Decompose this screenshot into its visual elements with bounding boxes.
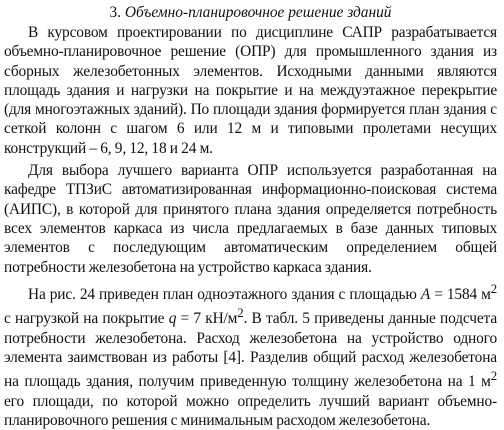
paragraph-1: В курсовом проектировании по дисциплине САПР разрабатывается объемно-планировочное решение (ОПР) для промышленного здания из сборных железобетонных элементов. Исходными данными являются площадь здания и нагрузки на покрытие и на междуэтажное перекрытие (для многоэтажных зданий). По площади здания формируется план здания с сеткой колонн с шагом 6 или 12 м и типовыми пролетами несущих конструкций – 6, 9, 12, 18 и 24 м. xyxy=(4,24,497,157)
unit-exponent: 2 xyxy=(490,369,497,384)
area-exponent: 2 xyxy=(490,281,497,296)
area-variable: A xyxy=(420,285,431,303)
paragraph-3-text-part4: его площади, по которой можно определить лучший вариант объемно-планировочного решения с минимальным расходом железобетона. xyxy=(4,392,497,430)
paragraph-3 xyxy=(4,280,497,430)
load-value: = 7 кН/м xyxy=(176,310,238,328)
section-heading xyxy=(4,3,497,23)
paragraph-3-text-part1: На рис. 24 приведен план одноэтажного здания с площадью xyxy=(28,285,421,303)
load-exponent: 2 xyxy=(237,306,244,321)
document-page xyxy=(4,3,497,430)
area-value: = 1584 м xyxy=(430,285,491,303)
paragraph-3-text-part3: . В табл. 5 приведены данные подсчета потребности железобетона. Расход железобетона на устройство одного элемента заимствован из работы [4]. Разделив общий расход железобетона на площадь здания, получим приведенную толщину железобетона на 1 м xyxy=(4,310,498,391)
paragraph-2: Для выбора лучшего варианта ОПР используется разработанная на кафедре ТПЗиС автоматизированная информационно-поисковая система (АИПС), в которой для принятого плана здания определяется потребность всех элементов каркаса из числа предлагаемых в базе данных типовых элементов с последующим автоматическим определением общей потребности железобетона на устройство каркаса здания. xyxy=(4,162,497,276)
load-variable: q xyxy=(168,310,177,328)
section-number: 3. xyxy=(109,4,122,21)
paragraph-3-text-part2: с нагрузкой на покрытие xyxy=(4,310,169,328)
section-title: Объемно-планировочное решение зданий xyxy=(124,4,392,21)
